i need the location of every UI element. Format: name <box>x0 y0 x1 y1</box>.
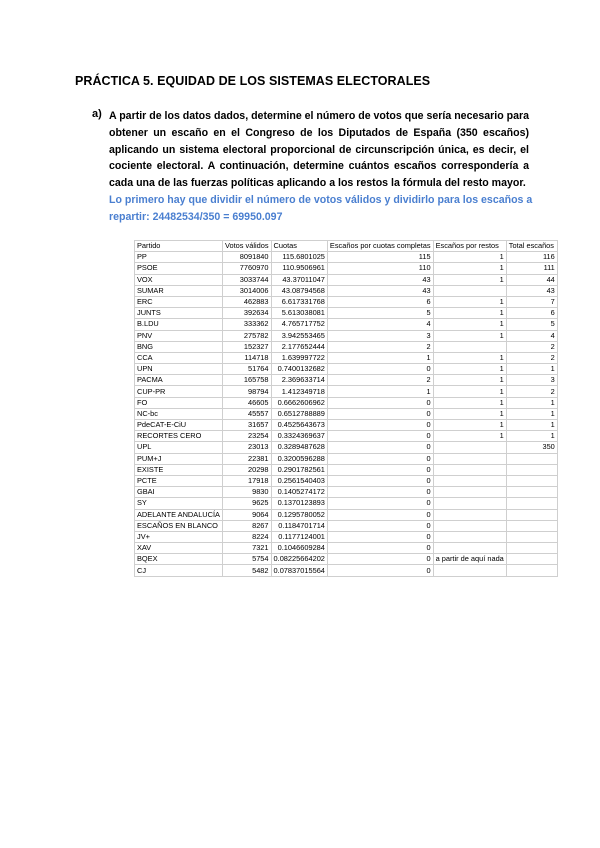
table-row <box>135 498 558 509</box>
cell-total-seats <box>506 475 557 486</box>
cell-total-seats: 1 <box>506 420 557 431</box>
cell-remainder-seats: 1 <box>433 431 506 442</box>
cell-quota: 2.369633714 <box>271 375 327 386</box>
cell-quota: 0.3200596288 <box>271 453 327 464</box>
cell-party: GBAI <box>135 487 223 498</box>
cell-quota: 115.6801025 <box>271 252 327 263</box>
cell-votes: 5482 <box>222 565 271 576</box>
table-row <box>135 475 558 486</box>
cell-votes: 23254 <box>222 431 271 442</box>
cell-full-seats: 0 <box>327 408 433 419</box>
cell-total-seats: 350 <box>506 442 557 453</box>
cell-remainder-seats: 1 <box>433 375 506 386</box>
cell-votes: 275782 <box>222 330 271 341</box>
header-escanos-cuotas: Escaños por cuotas completas <box>327 241 433 252</box>
cell-remainder-seats <box>433 285 506 296</box>
table-row <box>135 453 558 464</box>
table-row <box>135 296 558 307</box>
cell-total-seats <box>506 520 557 531</box>
results-table <box>134 240 558 577</box>
cell-total-seats <box>506 498 557 509</box>
cell-votes: 3014006 <box>222 285 271 296</box>
cell-full-seats: 0 <box>327 442 433 453</box>
cell-party: PNV <box>135 330 223 341</box>
table-row <box>135 509 558 520</box>
table-row <box>135 543 558 554</box>
table-row <box>135 308 558 319</box>
cell-remainder-seats: 1 <box>433 352 506 363</box>
cell-quota: 6.617331768 <box>271 296 327 307</box>
header-partido: Partido <box>135 241 223 252</box>
cell-total-seats: 2 <box>506 386 557 397</box>
cell-full-seats: 2 <box>327 341 433 352</box>
cell-party: JV+ <box>135 531 223 542</box>
cell-party: PCTE <box>135 475 223 486</box>
cell-remainder-seats <box>433 442 506 453</box>
cell-total-seats: 43 <box>506 285 557 296</box>
table-row <box>135 386 558 397</box>
cell-remainder-seats: 1 <box>433 408 506 419</box>
cell-quota: 0.6512788889 <box>271 408 327 419</box>
cell-votes: 9064 <box>222 509 271 520</box>
cell-full-seats: 0 <box>327 543 433 554</box>
table-row <box>135 420 558 431</box>
cell-votes: 31657 <box>222 420 271 431</box>
cell-party: B.LDU <box>135 319 223 330</box>
cell-party: PSOE <box>135 263 223 274</box>
table-row <box>135 487 558 498</box>
cell-party: PUM+J <box>135 453 223 464</box>
table-row <box>135 431 558 442</box>
table-header-row <box>135 241 558 252</box>
cell-total-seats <box>506 565 557 576</box>
table-row <box>135 330 558 341</box>
cell-full-seats: 0 <box>327 487 433 498</box>
cell-party: PACMA <box>135 375 223 386</box>
question-marker: a) <box>92 108 102 120</box>
cell-quota: 1.412349718 <box>271 386 327 397</box>
cell-total-seats: 5 <box>506 319 557 330</box>
cell-votes: 392634 <box>222 308 271 319</box>
cell-quota: 4.765717752 <box>271 319 327 330</box>
cell-votes: 51764 <box>222 364 271 375</box>
cell-quota: 0.6662606962 <box>271 397 327 408</box>
cell-total-seats: 6 <box>506 308 557 319</box>
cell-quota: 5.613038081 <box>271 308 327 319</box>
table-row <box>135 341 558 352</box>
cell-quota: 0.08225664202 <box>271 554 327 565</box>
cell-full-seats: 1 <box>327 386 433 397</box>
cell-quota: 0.1177124001 <box>271 531 327 542</box>
cell-party: VOX <box>135 274 223 285</box>
cell-remainder-seats <box>433 531 506 542</box>
cell-remainder-seats: 1 <box>433 397 506 408</box>
cell-party: EXISTE <box>135 464 223 475</box>
header-cuotas: Cuotas <box>271 241 327 252</box>
cell-total-seats <box>506 509 557 520</box>
cell-votes: 8224 <box>222 531 271 542</box>
cell-quota: 0.3289487628 <box>271 442 327 453</box>
cell-votes: 9830 <box>222 487 271 498</box>
cell-full-seats: 0 <box>327 509 433 520</box>
cell-total-seats <box>506 554 557 565</box>
cell-remainder-seats: 1 <box>433 330 506 341</box>
table-row <box>135 464 558 475</box>
cell-quota: 0.1046609284 <box>271 543 327 554</box>
cell-party: CCA <box>135 352 223 363</box>
cell-remainder-seats <box>433 453 506 464</box>
cell-quota: 1.639997722 <box>271 352 327 363</box>
cell-quota: 0.1184701714 <box>271 520 327 531</box>
cell-total-seats: 111 <box>506 263 557 274</box>
question-text: A partir de los datos dados, determine el número de votos que sería necesario para obtener un escaño en el Congreso de los Diputados de España (350 escaños) aplicando un sistema electoral proporcional de circunscripción única, es decir, el cociente electoral. A continuación, determine cuántos escaños correspondería a cada una de las fuerzas políticas aplicando a los restos la fórmula del resto mayor. <box>109 110 529 190</box>
cell-remainder-seats <box>433 565 506 576</box>
cell-remainder-seats: 1 <box>433 386 506 397</box>
cell-party: NC-bc <box>135 408 223 419</box>
header-escanos-restos: Escaños por restos <box>433 241 506 252</box>
cell-total-seats: 1 <box>506 431 557 442</box>
cell-remainder-seats: 1 <box>433 274 506 285</box>
cell-total-seats: 1 <box>506 364 557 375</box>
cell-remainder-note: a partir de aquí nada <box>433 554 506 565</box>
cell-votes: 462883 <box>222 296 271 307</box>
cell-total-seats: 44 <box>506 274 557 285</box>
cell-party: SY <box>135 498 223 509</box>
cell-party: CUP-PR <box>135 386 223 397</box>
cell-total-seats: 4 <box>506 330 557 341</box>
table-row <box>135 375 558 386</box>
cell-remainder-seats <box>433 487 506 498</box>
cell-remainder-seats <box>433 520 506 531</box>
table-row <box>135 442 558 453</box>
cell-full-seats: 5 <box>327 308 433 319</box>
table-row <box>135 285 558 296</box>
cell-remainder-seats: 1 <box>433 364 506 375</box>
cell-quota: 0.07837015564 <box>271 565 327 576</box>
cell-quota: 0.7400132682 <box>271 364 327 375</box>
table-row <box>135 565 558 576</box>
table-row <box>135 520 558 531</box>
cell-remainder-seats <box>433 498 506 509</box>
cell-votes: 7760970 <box>222 263 271 274</box>
cell-party: FO <box>135 397 223 408</box>
cell-votes: 46605 <box>222 397 271 408</box>
cell-full-seats: 43 <box>327 274 433 285</box>
cell-quota: 110.9506961 <box>271 263 327 274</box>
cell-party: RECORTES CERO <box>135 431 223 442</box>
page-title: PRÁCTICA 5. EQUIDAD DE LOS SISTEMAS ELECTORALES <box>75 74 431 88</box>
cell-party: BQEX <box>135 554 223 565</box>
cell-total-seats <box>506 453 557 464</box>
cell-full-seats: 0 <box>327 431 433 442</box>
cell-full-seats: 0 <box>327 364 433 375</box>
cell-votes: 165758 <box>222 375 271 386</box>
table-row <box>135 364 558 375</box>
cell-votes: 45557 <box>222 408 271 419</box>
cell-remainder-seats <box>433 464 506 475</box>
cell-full-seats: 3 <box>327 330 433 341</box>
cell-party: ESCAÑOS EN BLANCO <box>135 520 223 531</box>
cell-votes: 20298 <box>222 464 271 475</box>
table-row <box>135 397 558 408</box>
cell-remainder-seats: 1 <box>433 319 506 330</box>
cell-total-seats <box>506 464 557 475</box>
cell-full-seats: 0 <box>327 531 433 542</box>
cell-full-seats: 0 <box>327 420 433 431</box>
cell-quota: 0.1295780052 <box>271 509 327 520</box>
cell-full-seats: 0 <box>327 554 433 565</box>
cell-quota: 0.1405274172 <box>271 487 327 498</box>
cell-quota: 43.37011047 <box>271 274 327 285</box>
cell-total-seats: 1 <box>506 397 557 408</box>
cell-remainder-seats: 1 <box>433 420 506 431</box>
cell-total-seats: 116 <box>506 252 557 263</box>
cell-party: ERC <box>135 296 223 307</box>
cell-full-seats: 43 <box>327 285 433 296</box>
cell-party: UPN <box>135 364 223 375</box>
cell-party: SUMAR <box>135 285 223 296</box>
cell-total-seats <box>506 531 557 542</box>
cell-full-seats: 0 <box>327 397 433 408</box>
cell-votes: 98794 <box>222 386 271 397</box>
table-row <box>135 252 558 263</box>
cell-party: PP <box>135 252 223 263</box>
cell-party: PdeCAT-E-CiU <box>135 420 223 431</box>
cell-full-seats: 0 <box>327 498 433 509</box>
cell-full-seats: 0 <box>327 453 433 464</box>
cell-party: BNG <box>135 341 223 352</box>
cell-party: UPL <box>135 442 223 453</box>
header-total: Total escaños <box>506 241 557 252</box>
cell-total-seats: 2 <box>506 341 557 352</box>
cell-quota: 43.08794568 <box>271 285 327 296</box>
cell-full-seats: 0 <box>327 475 433 486</box>
table-row <box>135 319 558 330</box>
cell-party: CJ <box>135 565 223 576</box>
cell-total-seats <box>506 543 557 554</box>
cell-quota: 3.942553465 <box>271 330 327 341</box>
cell-full-seats: 0 <box>327 464 433 475</box>
table-row <box>135 274 558 285</box>
cell-quota: 2.177652444 <box>271 341 327 352</box>
cell-votes: 23013 <box>222 442 271 453</box>
cell-full-seats: 115 <box>327 252 433 263</box>
table-row <box>135 352 558 363</box>
cell-votes: 7321 <box>222 543 271 554</box>
table-row <box>135 263 558 274</box>
cell-full-seats: 2 <box>327 375 433 386</box>
cell-full-seats: 4 <box>327 319 433 330</box>
cell-full-seats: 1 <box>327 352 433 363</box>
cell-party: ADELANTE ANDALUCÍA <box>135 509 223 520</box>
cell-remainder-seats <box>433 341 506 352</box>
cell-votes: 22381 <box>222 453 271 464</box>
cell-full-seats: 0 <box>327 565 433 576</box>
cell-remainder-seats: 1 <box>433 296 506 307</box>
cell-votes: 8267 <box>222 520 271 531</box>
cell-remainder-seats: 1 <box>433 263 506 274</box>
cell-votes: 5754 <box>222 554 271 565</box>
cell-votes: 152327 <box>222 341 271 352</box>
table-row <box>135 408 558 419</box>
cell-full-seats: 110 <box>327 263 433 274</box>
answer-text: Lo primero hay que dividir el número de votos válidos y dividirlo para los escaños a repartir: 24482534/350 = 69950.097 <box>109 194 533 223</box>
cell-party: JUNTS <box>135 308 223 319</box>
cell-full-seats: 0 <box>327 520 433 531</box>
table-row <box>135 554 558 565</box>
cell-votes: 333362 <box>222 319 271 330</box>
cell-quota: 0.1370123893 <box>271 498 327 509</box>
cell-total-seats: 7 <box>506 296 557 307</box>
cell-total-seats: 1 <box>506 408 557 419</box>
header-votos: Votos válidos <box>222 241 271 252</box>
table-row <box>135 531 558 542</box>
cell-votes: 9625 <box>222 498 271 509</box>
cell-quota: 0.2561540403 <box>271 475 327 486</box>
cell-remainder-seats: 1 <box>433 252 506 263</box>
cell-quota: 0.2901782561 <box>271 464 327 475</box>
cell-total-seats: 3 <box>506 375 557 386</box>
cell-remainder-seats <box>433 543 506 554</box>
cell-party: XAV <box>135 543 223 554</box>
cell-votes: 114718 <box>222 352 271 363</box>
cell-quota: 0.4525643673 <box>271 420 327 431</box>
cell-quota: 0.3324369637 <box>271 431 327 442</box>
cell-votes: 3033744 <box>222 274 271 285</box>
cell-full-seats: 6 <box>327 296 433 307</box>
cell-remainder-seats: 1 <box>433 308 506 319</box>
cell-votes: 17918 <box>222 475 271 486</box>
cell-total-seats <box>506 487 557 498</box>
cell-votes: 8091840 <box>222 252 271 263</box>
cell-remainder-seats <box>433 509 506 520</box>
cell-total-seats: 2 <box>506 352 557 363</box>
cell-remainder-seats <box>433 475 506 486</box>
